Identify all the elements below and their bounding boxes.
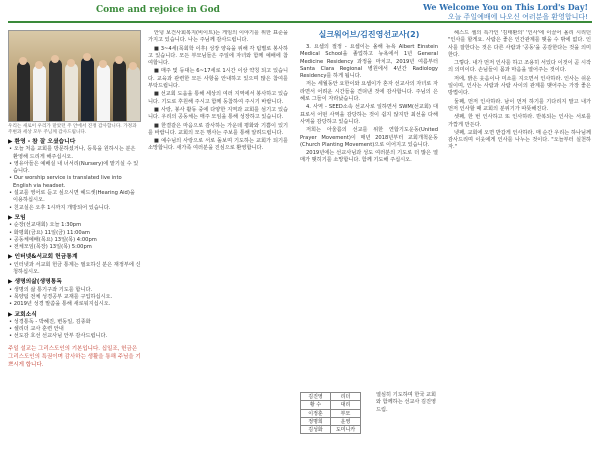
announcement-sections bbox=[8, 139, 141, 341]
missionary-signature: 열심히 기도하며 한국 교회와 함께하는 선교사 김진영 드림. bbox=[376, 392, 437, 413]
announcement-item: • 영유아들은 예배실 내 너서리(Nursery)에 맡기실 수 있습니다. bbox=[9, 160, 139, 175]
header-welcome-ko: 오늘 주일예배에 나오신 여러분을 환영합니다! bbox=[447, 13, 588, 21]
announcement-item: • 공동체예배(목요) 13일(목) 4:00pm bbox=[9, 236, 97, 243]
table-row bbox=[301, 426, 361, 434]
letter-paragraph: 저는 세월동안 요한이와 요셉이가 혼자 선교사의 자녀로 자라면서 어려운 시간들을 견뎌낸 것에 감사합니다. 주님의 은혜로 그들이 자라났습니다. bbox=[300, 81, 438, 103]
announcement-item: • 목양팀 전체 성경공부 교재를 구입하십시오. bbox=[9, 293, 113, 300]
section-title: ▶ 환영 - 참 잘 오셨습니다 bbox=[8, 139, 76, 145]
section-title: ▶ 교회소식 bbox=[8, 311, 37, 318]
header-left-title: Come and rejoice in God bbox=[96, 5, 220, 15]
column-greeting-essay bbox=[448, 30, 591, 460]
ministry-paragraph: ■ 3~4세(목회학 이후) 성장 양육을 위해 각 팀별로 봉사하고 있습니다. 모든 부모님들은 주일에 자녀와 함께 예배에 참여합니다. bbox=[148, 45, 288, 67]
section-title: ▶ 모임 bbox=[8, 214, 26, 221]
column-ministry-news bbox=[148, 30, 288, 460]
table-cell: 정명희 bbox=[301, 417, 331, 425]
section-title: ▶ 인터넷&서교회 헌금통계 bbox=[8, 254, 78, 261]
essay-paragraph: 그렇다. 내가 먼저 인사를 하고 조용히 서있다 이것이 곧 시작의 의미이다. 손님들이 몸과 마음을 열어주는 것이다. bbox=[448, 60, 591, 74]
ministry-paragraph: 안녕 보건사회복지(비이트)는 게임의 이야기를 위한 표준을 가지고 있습니다. 나는 주님께 감사드립니다. bbox=[148, 30, 288, 44]
offering-footnote: 주일 설교는 그리스도인의 기본입니다. 십일조, 헌금은 그리스도인의 특권이며 감사하는 생활을 통해 주님을 기쁘시게 합니다. bbox=[8, 345, 141, 368]
table-cell: 황 수 bbox=[301, 401, 331, 409]
announcement-item: • 화평회(금요) 11일(금) 11:00am bbox=[9, 229, 90, 236]
essay-paragraph: 헤스드 셀의 특가인 '김태환의' '인사'에 이끌어 올리 시리던 "인사를 할게요. 사람은 좋은 인간관계를 맺을 수 밖에 없다. 인사를 잘한다는 것은 다른 사람과 '공동'을 공감한다는 것을 의미한다. bbox=[448, 30, 591, 58]
column-announcements bbox=[8, 30, 141, 460]
missionary-letter-title: 실크워어브/김진영선교사(2) bbox=[318, 30, 420, 39]
announcement-item: • 셀리더 교사 훈련 안내 bbox=[9, 326, 64, 333]
essay-paragraph: 둘째, 먼저 인사하라. 남이 먼저 하기를 기다리지 말고 내가 먼저 인사할 때 교회의 분위기가 따뜻해진다. bbox=[448, 98, 591, 112]
letter-paragraph: 3. 요셉의 절정 - 요셉이는 올해 뉴욕 Albert Einstein Medical School을 졸업하고 뉴욕에서 1년 General Medicine Residency 과정을 마치고, 2019년 여름부터 Santa Clara Regional 병원에서 4년간 Radiology Residency를 하게 됩니다. bbox=[300, 44, 438, 80]
missionary-info-table bbox=[300, 392, 361, 434]
table-row bbox=[301, 409, 361, 417]
header-right bbox=[423, 2, 588, 22]
table-cell: 부모 bbox=[331, 409, 361, 417]
announcement-item: • Our worship service is translated live into English via headset. bbox=[9, 175, 122, 189]
ministry-paragraph: ■ 예수님의 사랑으로 서로 돌보며 기도하는 교회가 되기를 소망합니다. 새가족 여러분을 진심으로 환영합니다. bbox=[148, 138, 288, 152]
essay-paragraph: 넷째, 교회에 오면 반갑게 인사하라. 매 순간 우리는 하나님께 감사드리며 이웃에게 인사를 나누는 것이다. "오늘부터 실천하자." bbox=[448, 129, 591, 151]
header-welcome-en: We Welcome You on This Lord's Day! bbox=[423, 2, 588, 12]
section-title: ▶ 생명의삶(생명통독 bbox=[8, 279, 62, 286]
table-row bbox=[301, 401, 361, 409]
table-cell: 김진영 bbox=[301, 393, 331, 401]
announcement-item: • 설교를 영어로 듣고 싶으시면 헤드셋(Hearing Aid)을 이용하십시오. bbox=[9, 190, 135, 204]
essay-paragraph: 저에, 밝은 웃음이나 미소를 지으면서 인사하라. 인사는 쉬운 일이며, 인사는 사람과 사람 사이의 관계를 맺어주는 가장 좋은 방법이다. bbox=[448, 75, 591, 97]
announcement-item: • 생명의 삶 통기구좌 기도를 합니다. bbox=[9, 286, 93, 293]
table-cell: 김성화 bbox=[301, 426, 331, 434]
ministry-paragraph: ■ 사랑, 봉사 활동 중에 다양한 지역과 교회를 섬기고 있습니다. 우리의 공동체는 매주 모임을 통해 성장하고 있습니다. bbox=[148, 106, 288, 121]
announcement-item: • 2019년 성경 말씀을 통해 새로워지십시오. bbox=[9, 301, 111, 308]
table-row bbox=[301, 393, 361, 401]
table-cell: 도미니카 bbox=[331, 426, 361, 434]
letter-paragraph: 4. 사역 - SEED소속 선교사로 일하면서 SWM(선교회) 대표로서 어떤 사역을 감당하는 것이 쉽지 않지만 최선을 다해 사역을 감당하고 있습니다. bbox=[300, 104, 438, 125]
announcement-item: • 선도감 호선 선교사님 안부 감사드립니다. bbox=[9, 333, 108, 340]
letter-paragraph: 저희는 아울름의 선교를 위한 연합기도운동(United Prayer Movement)이 매년 2018년부터 교회개척운동(Church Planting Movement)으로 이어지고 있습니다. bbox=[300, 127, 438, 148]
announcement-item: • 인터넷과 서교회 헌금 통계는 필요하신 분은 재정부에 신청하십시오. bbox=[9, 261, 141, 276]
table-row bbox=[301, 417, 361, 425]
table-cell: 운영 bbox=[331, 417, 361, 425]
letter-paragraph: 2019년에는 선교사님과 성도 여러분의 기도로 더 많은 열매가 맺히기를 소망합니다. 함께 기도해 주십시오. bbox=[300, 150, 438, 164]
ministry-paragraph: ■ 한결같은 마음으로 감사하는 가운데 평화와 기쁨이 있기를 바랍니다. 교회의 모든 행사는 주보를 통해 알려드립니다. bbox=[148, 122, 288, 136]
congregation-photo bbox=[8, 30, 141, 122]
announcement-item: • 친교실은 오후 1시까지 개방되어 있습니다. bbox=[9, 204, 111, 211]
header-rule bbox=[8, 21, 592, 23]
table-cell: 대리 bbox=[331, 401, 361, 409]
essay-paragraph: 셋째, 한 번 인사하고 또 인사하라. 반복되는 인사는 서로를 가깝게 만든다. bbox=[448, 114, 591, 128]
table-cell: 리더 bbox=[331, 393, 361, 401]
announcement-item: • 오늘 처음 교회를 방문하셨거나, 등록을 원하시는 분은 환영해 드리게 해주십시오. bbox=[9, 146, 136, 160]
announcement-item: • 전체모임(목장) 13일(목) 5:00pm bbox=[9, 244, 92, 251]
ministry-paragraph: ■ 매주 및 등대는 6~17세로 1시간 이상 약칭 되고 있습니다. 교육과 관련한 모든 사항을 안내하고 있으며 많은 참여를 부탁드립니다. bbox=[148, 68, 288, 90]
announcement-item: • 성경통독 - 박혜진, 변동일, 김종화 bbox=[9, 318, 91, 325]
announcement-item: • 순장(선교대회) 오늘 1:30pm bbox=[9, 222, 82, 229]
ministry-paragraph: ■ 선교회 도움을 통해 세상의 여러 지역에서 봉사하고 있습니다. 기도로 후원해 주시고 함께 동참하여 주시기 바랍니다. bbox=[148, 91, 288, 105]
table-cell: 이정훈 bbox=[301, 409, 331, 417]
photo-caption: 우리는 새로이 우리가 맡았던 주 안에서 진정 감사합니다. 가정과 주변과 세상 모두 주님께 감사드립니다. bbox=[8, 124, 137, 135]
